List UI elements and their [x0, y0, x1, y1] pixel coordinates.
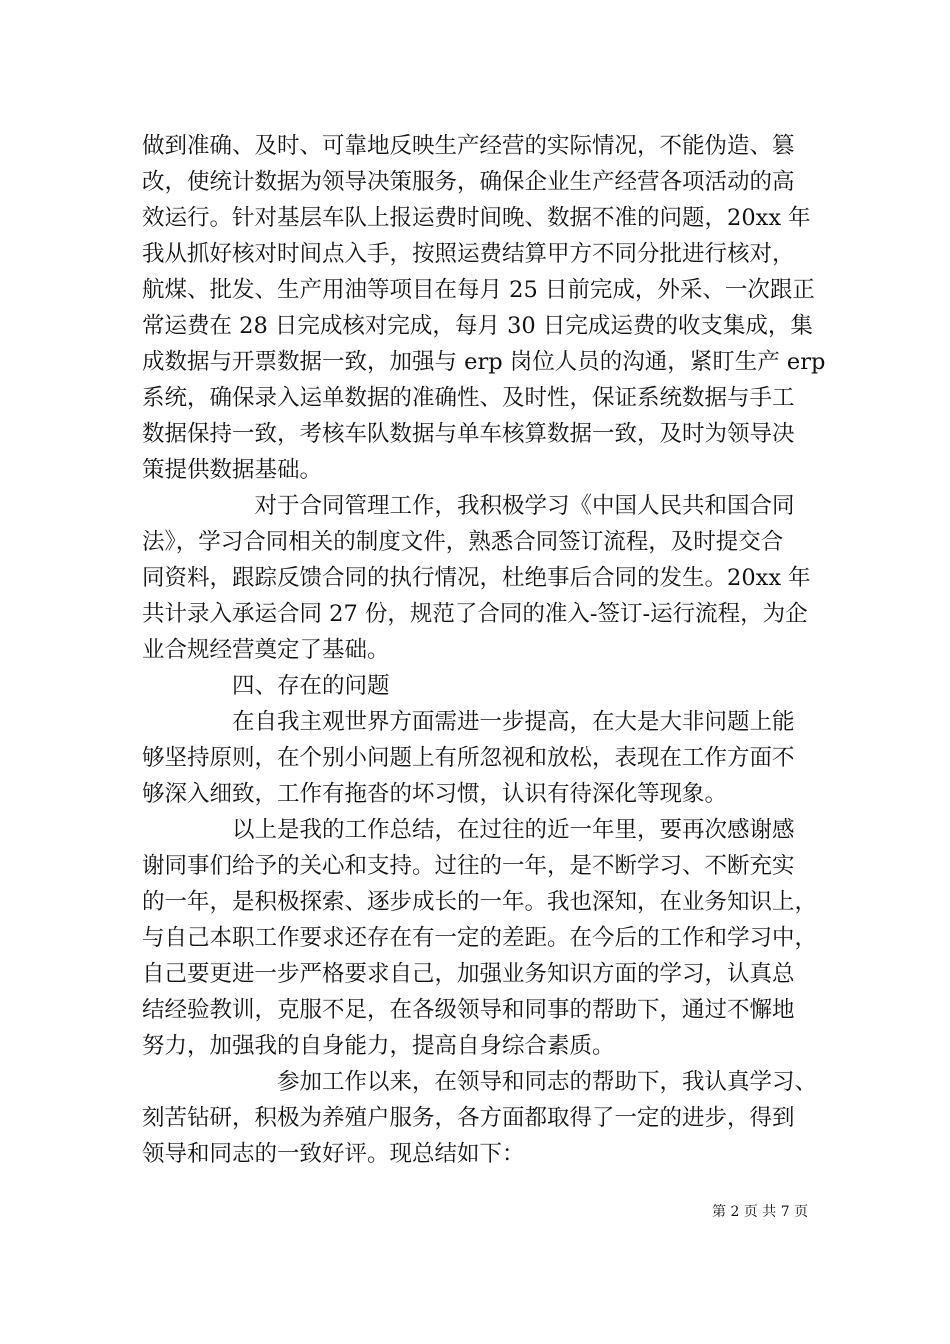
text-line: 常运费在 28 日完成核对完成，每月 30 日完成运费的收支集成，集	[142, 313, 813, 339]
text-line: 我从抓好核对时间点入手，按照运费结算甲方不同分批进行核对，	[142, 241, 795, 267]
text-line: 努力，加强我的自身能力，提高自身综合素质。	[142, 1033, 615, 1059]
text-line: 结经验教训，克服不足，在各级领导和同事的帮助下，通过不懈地	[142, 997, 795, 1023]
text-line: 效运行。针对基层车队上报运费时间晚、数据不准的问题，20xx 年	[142, 205, 811, 231]
text-line: 自己要更进一步严格要求自己，加强业务知识方面的学习，认真总	[142, 961, 795, 987]
section-heading: 四、存在的问题	[142, 673, 390, 699]
paragraph-start: 参加工作以来，在领导和同志的帮助下，我认真学习、	[142, 1069, 818, 1095]
text-line: 领导和同志的一致好评。现总结如下：	[142, 1141, 525, 1167]
text-line: 的一年，是积极探索、逐步成长的一年。我也深知，在业务知识上，	[142, 889, 818, 915]
text-line: 数据保持一致，考核车队数据与单车核算数据一致，及时为领导决	[142, 421, 795, 447]
page-footer: 第 2 页 共 7 页	[712, 1204, 809, 1220]
paragraph-start: 对于合同管理工作，我积极学习《中国人民共和国合同	[142, 493, 795, 519]
paragraph-start: 在自我主观世界方面需进一步提高，在大是大非问题上能	[142, 709, 795, 735]
text-line: 业合规经营奠定了基础。	[142, 637, 390, 663]
text-line: 做到准确、及时、可靠地反映生产经营的实际情况，不能伪造、篡	[142, 133, 795, 159]
text-line: 刻苦钻研，积极为养殖户服务，各方面都取得了一定的进步，得到	[142, 1105, 795, 1131]
text-line: 法》，学习合同相关的制度文件，熟悉合同签订流程，及时提交合	[142, 529, 784, 555]
text-line: 共计录入承运合同 27 份，规范了合同的准入-签订-运行流程，为企	[142, 601, 808, 627]
text-line: 策提供数据基础。	[142, 457, 323, 483]
text-line: 与自己本职工作要求还存在有一定的差距。在今后的工作和学习中，	[142, 925, 818, 951]
text-line: 够坚持原则，在个别小问题上有所忽视和放松，表现在工作方面不	[142, 745, 795, 771]
text-line: 谢同事们给予的关心和支持。过往的一年，是不断学习、不断充实	[142, 853, 795, 879]
text-line: 够深入细致，工作有拖沓的坏习惯，认识有待深化等现象。	[142, 781, 728, 807]
paragraph-start: 以上是我的工作总结，在过往的近一年里，要再次感谢感	[142, 817, 795, 843]
text-line: 改，使统计数据为领导决策服务，确保企业生产经营各项活动的高	[142, 169, 795, 195]
text-line: 系统，确保录入运单数据的准确性、及时性，保证系统数据与手工	[142, 385, 795, 411]
text-line: 航煤、批发、生产用油等项目在每月 25 日前完成，外采、一次跟正	[142, 277, 815, 303]
text-line: 同资料，跟踪反馈合同的执行情况，杜绝事后合同的发生。20xx 年	[142, 565, 811, 591]
text-line: 成数据与开票数据一致，加强与 erp 岗位人员的沟通，紧盯生产 erp	[142, 349, 826, 375]
